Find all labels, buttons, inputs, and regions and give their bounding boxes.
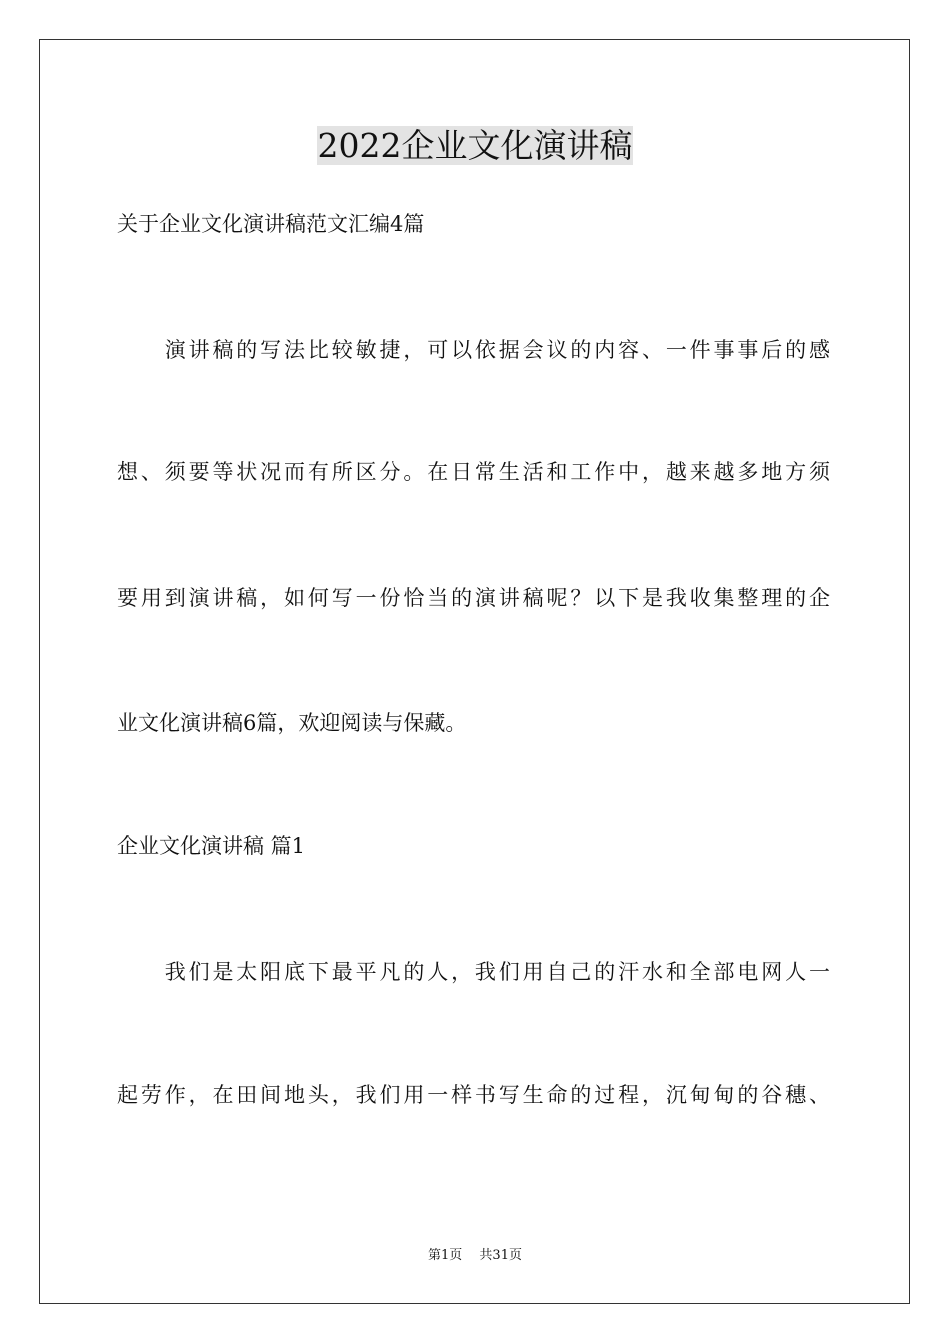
document-subtitle: 关于企业文化演讲稿范文汇编4篇 — [117, 212, 425, 236]
intro-paragraph-line-1: 演讲稿的写法比较敏捷，可以依据会议的内容、一件事事后的感 — [117, 338, 830, 362]
page-footer: 第1页 共31页 — [428, 1248, 522, 1263]
intro-paragraph-line-4: 业文化演讲稿6篇，欢迎阅读与保藏。 — [117, 711, 467, 735]
document-title — [0, 124, 950, 168]
section-heading: 企业文化演讲稿 篇1 — [117, 834, 306, 858]
intro-paragraph-line-2: 想、须要等状况而有所区分。在日常生活和工作中，越来越多地方须 — [117, 460, 830, 484]
section-paragraph-line-2: 起劳作，在田间地头，我们用一样书写生命的过程，沉甸甸的谷穗、 — [117, 1083, 830, 1107]
title-text: 2022企业文化演讲稿 — [317, 126, 633, 165]
intro-paragraph-line-3: 要用到演讲稿，如何写一份恰当的演讲稿呢？以下是我收集整理的企 — [117, 586, 830, 610]
section-paragraph-line-1: 我们是太阳底下最平凡的人，我们用自己的汗水和全部电网人一 — [117, 960, 830, 984]
